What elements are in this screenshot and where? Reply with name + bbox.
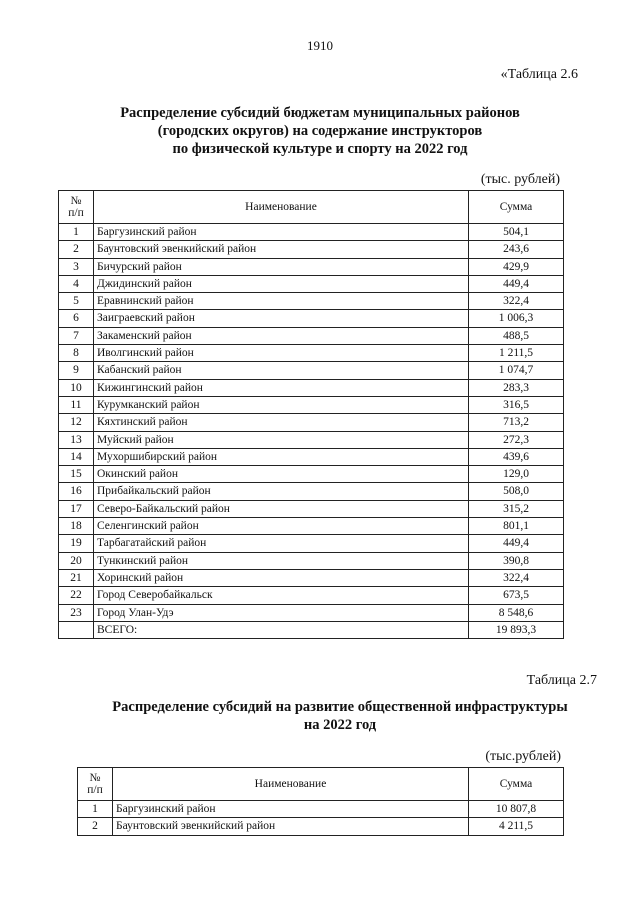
table1-title-line: (городских округов) на содержание инструкторов xyxy=(157,123,483,139)
row-sum: 1 211,5 xyxy=(469,345,564,362)
table-row xyxy=(59,241,564,258)
total-row xyxy=(59,621,564,638)
row-sum: 488,5 xyxy=(469,327,564,344)
row-sum: 439,6 xyxy=(469,448,564,465)
header-num-line2: п/п xyxy=(87,784,103,796)
row-sum: 673,5 xyxy=(469,587,564,604)
row-sum: 1 074,7 xyxy=(469,362,564,379)
row-sum: 508,0 xyxy=(469,483,564,500)
row-name: Кижингинский район xyxy=(94,379,469,396)
row-name: Курумканский район xyxy=(94,396,469,413)
table-row xyxy=(59,483,564,500)
header-sum: Сумма xyxy=(469,768,564,801)
table-row xyxy=(59,310,564,327)
row-name: Баргузинский район xyxy=(94,224,469,241)
row-number: 1 xyxy=(59,224,94,241)
table2-title-line: Распределение субсидий на развитие общественной инфраструктуры xyxy=(112,699,568,715)
table-row xyxy=(59,258,564,275)
table-row xyxy=(59,345,564,362)
row-number: 2 xyxy=(59,241,94,258)
row-name: Город Улан-Удэ xyxy=(94,604,469,621)
header-name: Наименование xyxy=(94,191,469,224)
row-number: 13 xyxy=(59,431,94,448)
row-name: Баунтовский эвенкийский район xyxy=(113,818,469,835)
row-name: Заиграевский район xyxy=(94,310,469,327)
page-number: 1910 xyxy=(307,38,333,53)
row-number: 17 xyxy=(59,500,94,517)
row-sum: 390,8 xyxy=(469,552,564,569)
row-sum: 8 548,6 xyxy=(469,604,564,621)
row-sum: 129,0 xyxy=(469,466,564,483)
row-sum: 429,9 xyxy=(469,258,564,275)
row-number: 15 xyxy=(59,466,94,483)
row-sum: 449,4 xyxy=(469,535,564,552)
row-name: Кабанский район xyxy=(94,362,469,379)
row-name: Тарбагатайский район xyxy=(94,535,469,552)
row-number: 14 xyxy=(59,448,94,465)
table1-title-line: по физической культуре и спорту на 2022 год xyxy=(172,141,468,157)
row-number: 21 xyxy=(59,569,94,586)
table1-title-line: Распределение субсидий бюджетам муниципальных районов xyxy=(120,105,520,121)
row-number: 5 xyxy=(59,293,94,310)
row-sum: 801,1 xyxy=(469,518,564,535)
table1-label: «Таблица 2.6 xyxy=(500,67,578,82)
table-row xyxy=(59,587,564,604)
row-name: Джидинский район xyxy=(94,275,469,292)
header-num-line1: № xyxy=(70,195,82,207)
row-sum: 243,6 xyxy=(469,241,564,258)
table2-title-line: на 2022 год xyxy=(303,717,377,733)
table-row xyxy=(59,224,564,241)
table-row xyxy=(78,801,564,818)
row-sum: 322,4 xyxy=(469,293,564,310)
row-number: 12 xyxy=(59,414,94,431)
row-name: Окинский район xyxy=(94,466,469,483)
row-name: Еравнинский район xyxy=(94,293,469,310)
table-row xyxy=(59,518,564,535)
row-name: Баргузинский район xyxy=(113,801,469,818)
table-row xyxy=(59,293,564,310)
row-number: 4 xyxy=(59,275,94,292)
row-number: 7 xyxy=(59,327,94,344)
table1-unit: (тыс. рублей) xyxy=(480,172,560,187)
table-row xyxy=(59,466,564,483)
row-name: Северо-Байкальский район xyxy=(94,500,469,517)
row-number: 3 xyxy=(59,258,94,275)
row-number: 20 xyxy=(59,552,94,569)
table-row xyxy=(59,500,564,517)
row-number: 16 xyxy=(59,483,94,500)
table2-label: Таблица 2.7 xyxy=(526,673,597,688)
table1-title xyxy=(60,104,580,158)
table-row xyxy=(59,448,564,465)
table-row xyxy=(59,604,564,621)
total-num-cell xyxy=(59,621,94,638)
header-sum: Сумма xyxy=(469,191,564,224)
total-label: ВСЕГО: xyxy=(94,621,469,638)
table-row xyxy=(59,535,564,552)
table-row xyxy=(78,818,564,835)
row-name: Закаменский район xyxy=(94,327,469,344)
row-number: 18 xyxy=(59,518,94,535)
header-num-line1: № xyxy=(89,772,101,784)
row-name: Бичурский район xyxy=(94,258,469,275)
row-sum: 10 807,8 xyxy=(469,801,564,818)
row-sum: 1 006,3 xyxy=(469,310,564,327)
header-num xyxy=(59,191,94,224)
row-number: 1 xyxy=(78,801,113,818)
row-number: 10 xyxy=(59,379,94,396)
row-sum: 713,2 xyxy=(469,414,564,431)
row-sum: 449,4 xyxy=(469,275,564,292)
table2 xyxy=(77,767,564,836)
table-row xyxy=(59,327,564,344)
table2-title xyxy=(60,698,620,734)
row-number: 22 xyxy=(59,587,94,604)
row-sum: 322,4 xyxy=(469,569,564,586)
row-name: Прибайкальский район xyxy=(94,483,469,500)
row-name: Тункинский район xyxy=(94,552,469,569)
table1-header-row xyxy=(59,191,564,224)
row-sum: 315,2 xyxy=(469,500,564,517)
table-row xyxy=(59,552,564,569)
row-number: 23 xyxy=(59,604,94,621)
row-sum: 272,3 xyxy=(469,431,564,448)
header-name: Наименование xyxy=(113,768,469,801)
header-num xyxy=(78,768,113,801)
table-row xyxy=(59,379,564,396)
row-number: 6 xyxy=(59,310,94,327)
table2-unit: (тыс.рублей) xyxy=(485,749,561,764)
row-number: 19 xyxy=(59,535,94,552)
table-row xyxy=(59,431,564,448)
row-number: 8 xyxy=(59,345,94,362)
row-name: Кяхтинский район xyxy=(94,414,469,431)
row-name: Иволгинский район xyxy=(94,345,469,362)
row-sum: 4 211,5 xyxy=(469,818,564,835)
table-row xyxy=(59,569,564,586)
table-row xyxy=(59,275,564,292)
row-name: Мухоршибирский район xyxy=(94,448,469,465)
row-name: Баунтовский эвенкийский район xyxy=(94,241,469,258)
row-number: 11 xyxy=(59,396,94,413)
row-sum: 283,3 xyxy=(469,379,564,396)
row-name: Город Северобайкальск xyxy=(94,587,469,604)
row-number: 2 xyxy=(78,818,113,835)
row-number: 9 xyxy=(59,362,94,379)
table-row xyxy=(59,414,564,431)
table2-header-row xyxy=(78,768,564,801)
row-name: Селенгинский район xyxy=(94,518,469,535)
table-row xyxy=(59,362,564,379)
table-row xyxy=(59,396,564,413)
row-name: Хоринский район xyxy=(94,569,469,586)
header-num-line2: п/п xyxy=(68,207,84,219)
table1 xyxy=(58,190,564,639)
row-name: Муйский район xyxy=(94,431,469,448)
row-sum: 504,1 xyxy=(469,224,564,241)
total-sum: 19 893,3 xyxy=(469,621,564,638)
row-sum: 316,5 xyxy=(469,396,564,413)
